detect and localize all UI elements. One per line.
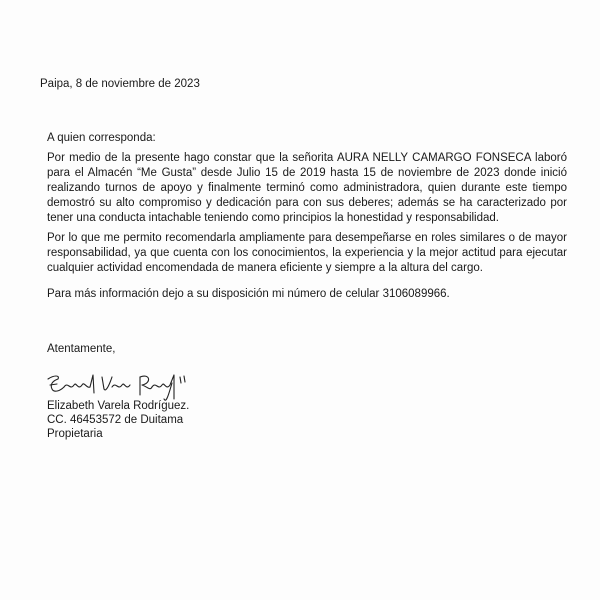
closing-line: Atentamente, [47, 343, 116, 355]
signer-name: Elizabeth Varela Rodríguez. [47, 400, 190, 412]
body-paragraph-2: Por lo que me permito recomendarla ampliamente para desempeñarse en roles similares o de mayor responsabilidad, ya que cuenta con los conocimientos, la experiencia y la mejor actitud para ejecutar cualquier actividad encomendada de manera eficiente y siempre a la altura del cargo. [47, 232, 567, 274]
salutation: A quien corresponda: [47, 132, 156, 144]
signer-block [47, 399, 189, 441]
signer-id: CC. 46453572 de Duitama [47, 414, 184, 426]
body-paragraph-3: Para más información dejo a su disposición mi número de celular 3106089966. [47, 288, 450, 300]
signer-role: Propietaria [47, 428, 103, 440]
body-paragraph-1: Por medio de la presente hago constar que la señorita AURA NELLY CAMARGO FONSECA laboró para el Almacén “Me Gusta” desde Julio 15 de 2019 hasta 15 de noviembre de 2023 donde inició realizando turnos de apoyo y finalmente terminó como administradora, quien durante este tiempo demostró su alto compromiso y dedicación para con sus deberes; además se ha caracterizado por tener una conducta intachable teniendo como principios la honestidad y responsabilidad. [47, 152, 567, 224]
date-line: Paipa, 8 de noviembre de 2023 [40, 78, 200, 90]
